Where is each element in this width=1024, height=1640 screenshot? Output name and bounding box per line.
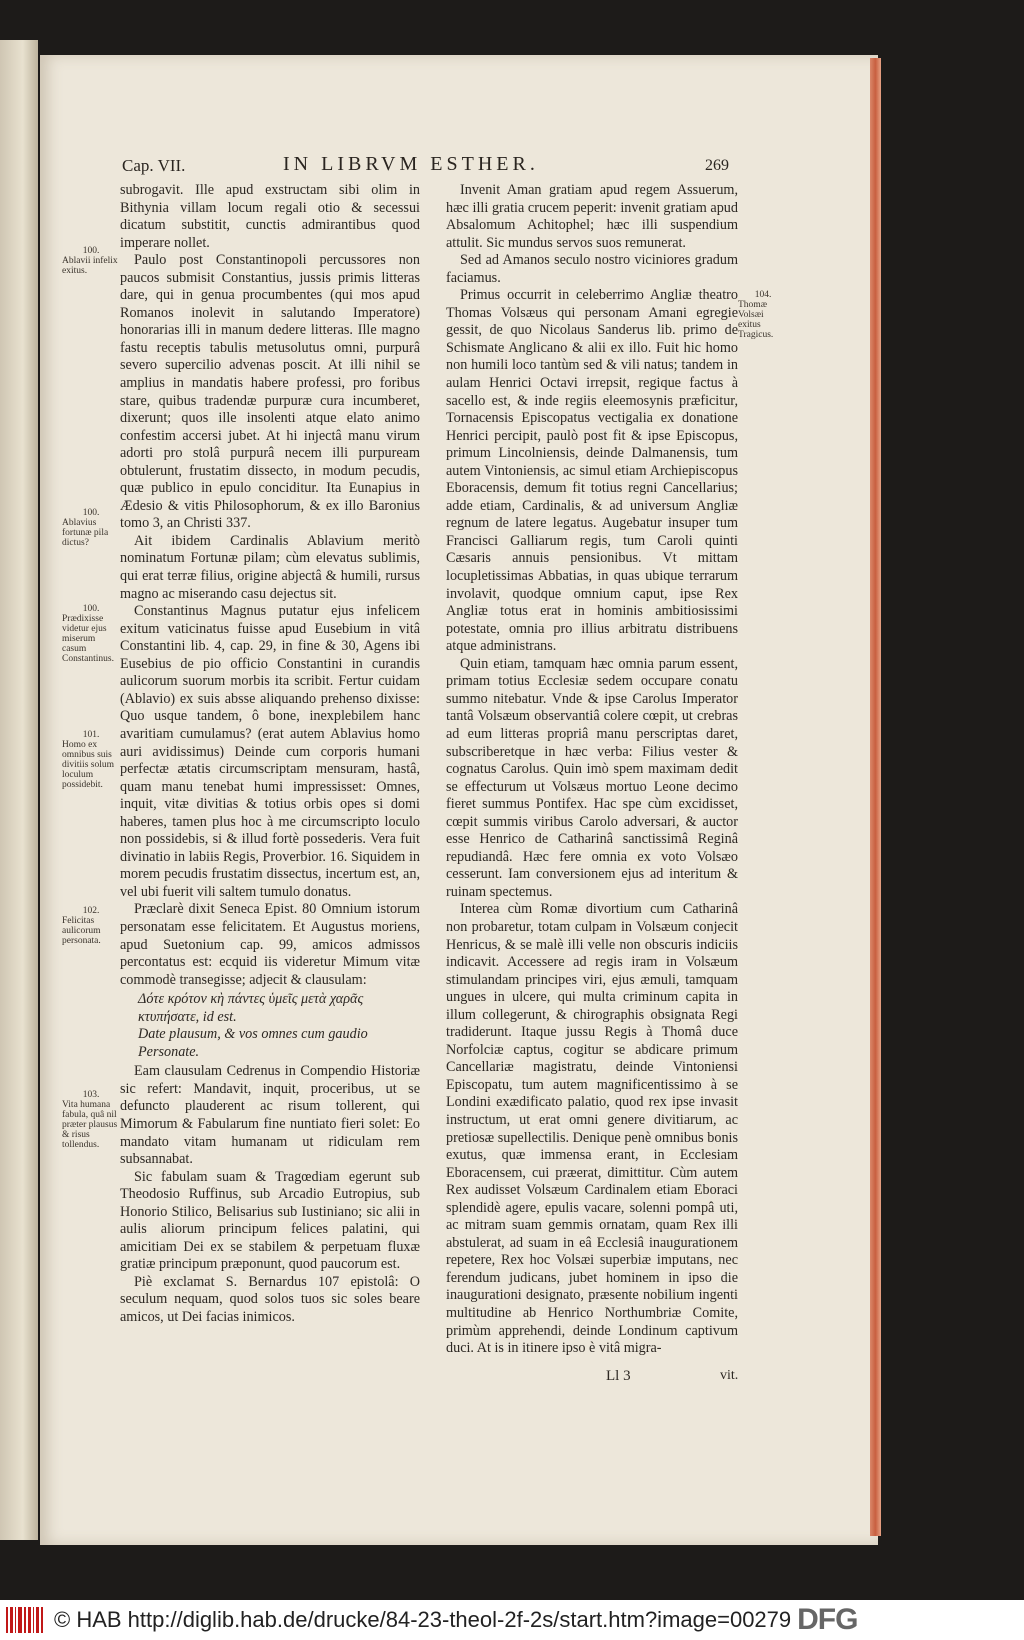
paragraph: Primus occurrit in celeberrimo Angliæ theatro Thomas Volsæus qui personam Amani egregie gessit, de quo Nicolaus Sanderus lib. primo de Schismate Anglicano & alii ex illo. Fuit hic homo non humili loco tantùm sed & vili natus; tandem in aulam Henrici Octavi irrepsit, regique factus à sacello est, & inde regiis eleemosynis præficitur, Tornacensis Episcopatus vectigalia ex donatione Henrici percipit, paulò post fit & ipse Episcopus, primum Lincolniensis, deinde Dalmanensis, tum autem Vintoniensis, ac simul etiam Archiepiscopus Eboracensis, demum fit totius regni Cancellarius; adde etiam, Cardinalis, & ad universum Angliæ regnum de latere legatus. Augebatur insuper tum Francisci Galliarum regis, tum Caroli quinti Cæsaris annuis pensionibus. Vt mittam locupletissimas Abbatias, in quas ubique terrarum involavit, quodque omnium caput, ipse Rex Angliæ totus erat in hominis ambitiosissimi potestate, omnia pro illius arbitratu distribuens atque administrans. xyxy=(446,287,738,655)
margin-note: 103. Vita humana fabula, quâ nil præter plausus & risus tollendus. xyxy=(62,1090,118,1150)
running-head-title: IN LIBRVM ESTHER. xyxy=(283,153,539,175)
source-url-link[interactable]: © HAB http://diglib.hab.de/drucke/84-23-theol-2f-2s/start.htm?image=00279 xyxy=(54,1607,792,1632)
text-column-right xyxy=(446,182,738,1358)
left-page-edge xyxy=(0,40,38,1540)
paragraph: Paulo post Constantinopoli percussores non paucos submisit Constantius, jussis primis litteras dare, qui in genua procumbentes (qui mos apud Romanos inolevit in salutando Imperatore) honorarias illi in manum dedere litteras. Ille magno fastu receptis tabulis metusolutus omni, purpurâ severo supercilio advenas poscit. At illi nihil se amplius in mandatis habere professi, pro foribus stare, quibus tradendæ purpuræ cura incumberet, dixerunt; quos ille insolenti atque elato animo confestim accersi jubet. At hi injectâ manu virum adorti pro stolâ purpurâ necem illi purpuream obtulerunt, frustatim dissecto, in modum pecudis, quæ publico in epulo conciditur. Ita Eunapius in Ædesio & vitis Philosophorum, & ex illo Baronius tomo 3, an Christi 337. xyxy=(120,252,420,532)
paragraph: Interea cùm Romæ divortium cum Catharinâ non probaretur, totam culpam in Volsæum conjecit Henricus, & se malè illi velle non obscuris indiciis indicavit. Accessere ad regis iram in Volsæum stimulandam principes viri, ejus æmuli, tamquam ungues in ulcere, qui multa criminum capita in illum collegerunt, & chirographis obsignata Regi tradiderunt. Itaque jussu Regis à Thomâ duce Norfolciæ captus, cogitur se abdicare primum Cancellariæ magistratu, deinde Vintoniensi Episcopatu, tum autem magnificentissimo à se Londini exædificato palatio, quod rex ipse invasit instructum, ut erat omni genere divitiarum, ac pretiosæ supellectilis. Denique penè omnibus bonis exutus, quæ immensa erant, in Ecclesiam Eboracensem, cui præerat, dimittitur. Cùm autem Rex audisset Volsæum Cardinalem etiam Eboraci splendidè agere, epulis vacare, solenni pompâ uti, ac mitram suam gemmis ornatam, quam Rex illi abstulerat, ad suam in eâ Ecclesiâ inaugurationem repetere, Rex hoc Volsæi superbiæ imputans, nec ferendum judicans, jubet hominem in ipso die inaugurationi designato, præsente nobilium ingenti multitudine ab Henrico Northumbriæ Comite, primùm apprehendi, deinde Londinum captivum duci. At is in itinere ipso è vitâ migra- xyxy=(446,901,738,1357)
hab-barcode-icon xyxy=(6,1607,46,1633)
margin-note: 100. Prædixisse videtur ejus miserum casum Constantinus. xyxy=(62,604,114,664)
paragraph: Quin etiam, tamquam hæc omnia parum essent, primam totius Ecclesiæ sedem occupare conatu summo nitebatur. Vnde & ipse Carolus Imperator tantâ Volsæum observantiâ colere cœpit, ut crebras ad eum litteras propriâ manu perscriptas daret, subscriberetque in hæc verba: Filius vester & cognatus Carolus. Quin imò spem maximam dedit se effecturum ut Volsæus mortuo Leone decimo fieret summus Pontifex. Hac spe cùm excidisset, cœpit summis viribus Carolo adversari, & auctor esse Henrico de Catharinâ sanctissimâ Reginâ repudiandâ. Hæc fere omnia ex voto Volsæo cesserunt. Iam conversionem ejus ad interitum & ruinam spectemus. xyxy=(446,655,738,900)
margin-note: 101. Homo ex omnibus suis divitiis solum loculum possidebit. xyxy=(62,730,114,790)
verse-quote xyxy=(138,991,420,1061)
paragraph: Præclarè dixit Seneca Epist. 80 Omnium istorum personatam esse felicitatem. Et Augustus moriens, apud Suetonium cap. 99, amicos admissos percontatus est: ecquid iis videretur Mimum vitæ commodè transegisse; adjecit & clausulam: xyxy=(120,901,420,988)
paragraph: Ait ibidem Cardinalis Ablavium meritò nominatum Fortunæ pilam; cùm elevatus sublimis, qui erat terræ filius, origine abjectâ & humili, rursus magno ac miserando casu dejectus sit. xyxy=(120,532,420,602)
margin-note-right: 104. Thomæ Volsæi exitus Tragicus. xyxy=(738,290,774,340)
catchword: vit. xyxy=(720,1368,739,1383)
margin-note: 102. Felicitas aulicorum personata. xyxy=(62,906,101,946)
dfg-logo: DFG xyxy=(797,1603,858,1636)
running-head-chapter: Cap. VII. xyxy=(122,156,186,175)
page-number: 269 xyxy=(705,157,729,174)
paragraph: Sed ad Amanos seculo nostro viciniores gradum faciamus. xyxy=(446,252,738,286)
margin-note: 100. Ablavii infelix exitus. xyxy=(62,246,118,276)
footer-bar xyxy=(0,1600,1024,1640)
paragraph: Sic fabulam suam & Tragœdiam egerunt sub Theodosio Ruffinus, sub Arcadio Eutropius, sub Honorio Stilico, Belisarius sub Iustiniano; sic alii in aulis aliorum principum felices palatini, qui amicitiam Dei ex se stabilem & perpetuam fluxæ gratiæ principum præponunt, quod paucorum est. xyxy=(120,1168,420,1273)
paragraph: Constantinus Magnus putatur ejus infelicem exitum vaticinatus fuisse apud Eusebium in vitâ Constantini lib. 4, cap. 29, in fine & 30, Agens ibi Eusebius de pio officio Constantini in curandis aulicorum suorum morbis ita scribit. Fertur cuidam (Ablavio) ex suis absse aliquando prehenso dixisse: Quo usque tandem, ô bone, inexplebilem hanc avaritiam cumulamus? (erat autem Ablavius homo auri avidissimus) Deinde cum corporis humani perfectæ ætatis circumscriptam mensuram, hastâ, quam manu tenebat humi impressisset: Omnes, inquit, vitæ divitias & totius orbis opes si domi haberes, tamen plus hoc à me circumscripto loculo non possidebis, si & illud fortè possederis. Vera fuit divinatio in labiis Regis, Proverbior. 16. Siquidem in morem pecudis frustatim dissectus, incertum est, an, vel ubi fuerit vili saltem tumulo donatus. xyxy=(120,603,420,900)
paragraph: Eam clausulam Cedrenus in Compendio Historiæ sic refert: Mandavit, inquit, proceribus, ut se defuncto plauderent ac risum tollerent, qui Mimorum & Fabularum fine nuntiato fieri solet: Eo mandato vitam humanam ut ridiculam rem subsannabat. xyxy=(120,1063,420,1168)
verse-line: Δότε κρότον κὴ πάντες ὑμεῖς μετὰ χαρᾶς xyxy=(138,991,364,1008)
page-fore-edge xyxy=(870,58,881,1536)
paragraph: subrogavit. Ille apud exstructam sibi olim in Bithynia villam locum regali otio & secessui dicatum substitit, cunctis admirantibus quod imperare nollet. xyxy=(120,182,420,251)
verse-line: κτυπήσατε, id est. xyxy=(138,1008,237,1025)
verse-line: Date plausum, & vos omnes cum gaudio xyxy=(138,1026,368,1043)
paragraph: Invenit Aman gratiam apud regem Assuerum, hæc illi gratia crucem peperit: invenit gratiam apud Absalomum Achitophel; hæc illi suspendium attulit. Sic mundus servos suos remunerat. xyxy=(446,182,738,251)
paragraph: Piè exclamat S. Bernardus 107 epistolâ: O seculum nequam, quod solos tuos sic soles beare amicos, ut Dei facias inimicos. xyxy=(120,1273,420,1325)
margin-note: 100. Ablavius fortunæ pila dictus? xyxy=(62,508,109,548)
verse-line: Personate. xyxy=(138,1043,200,1060)
text-column-left xyxy=(120,182,420,1327)
signature-mark: Ll 3 xyxy=(606,1368,631,1384)
